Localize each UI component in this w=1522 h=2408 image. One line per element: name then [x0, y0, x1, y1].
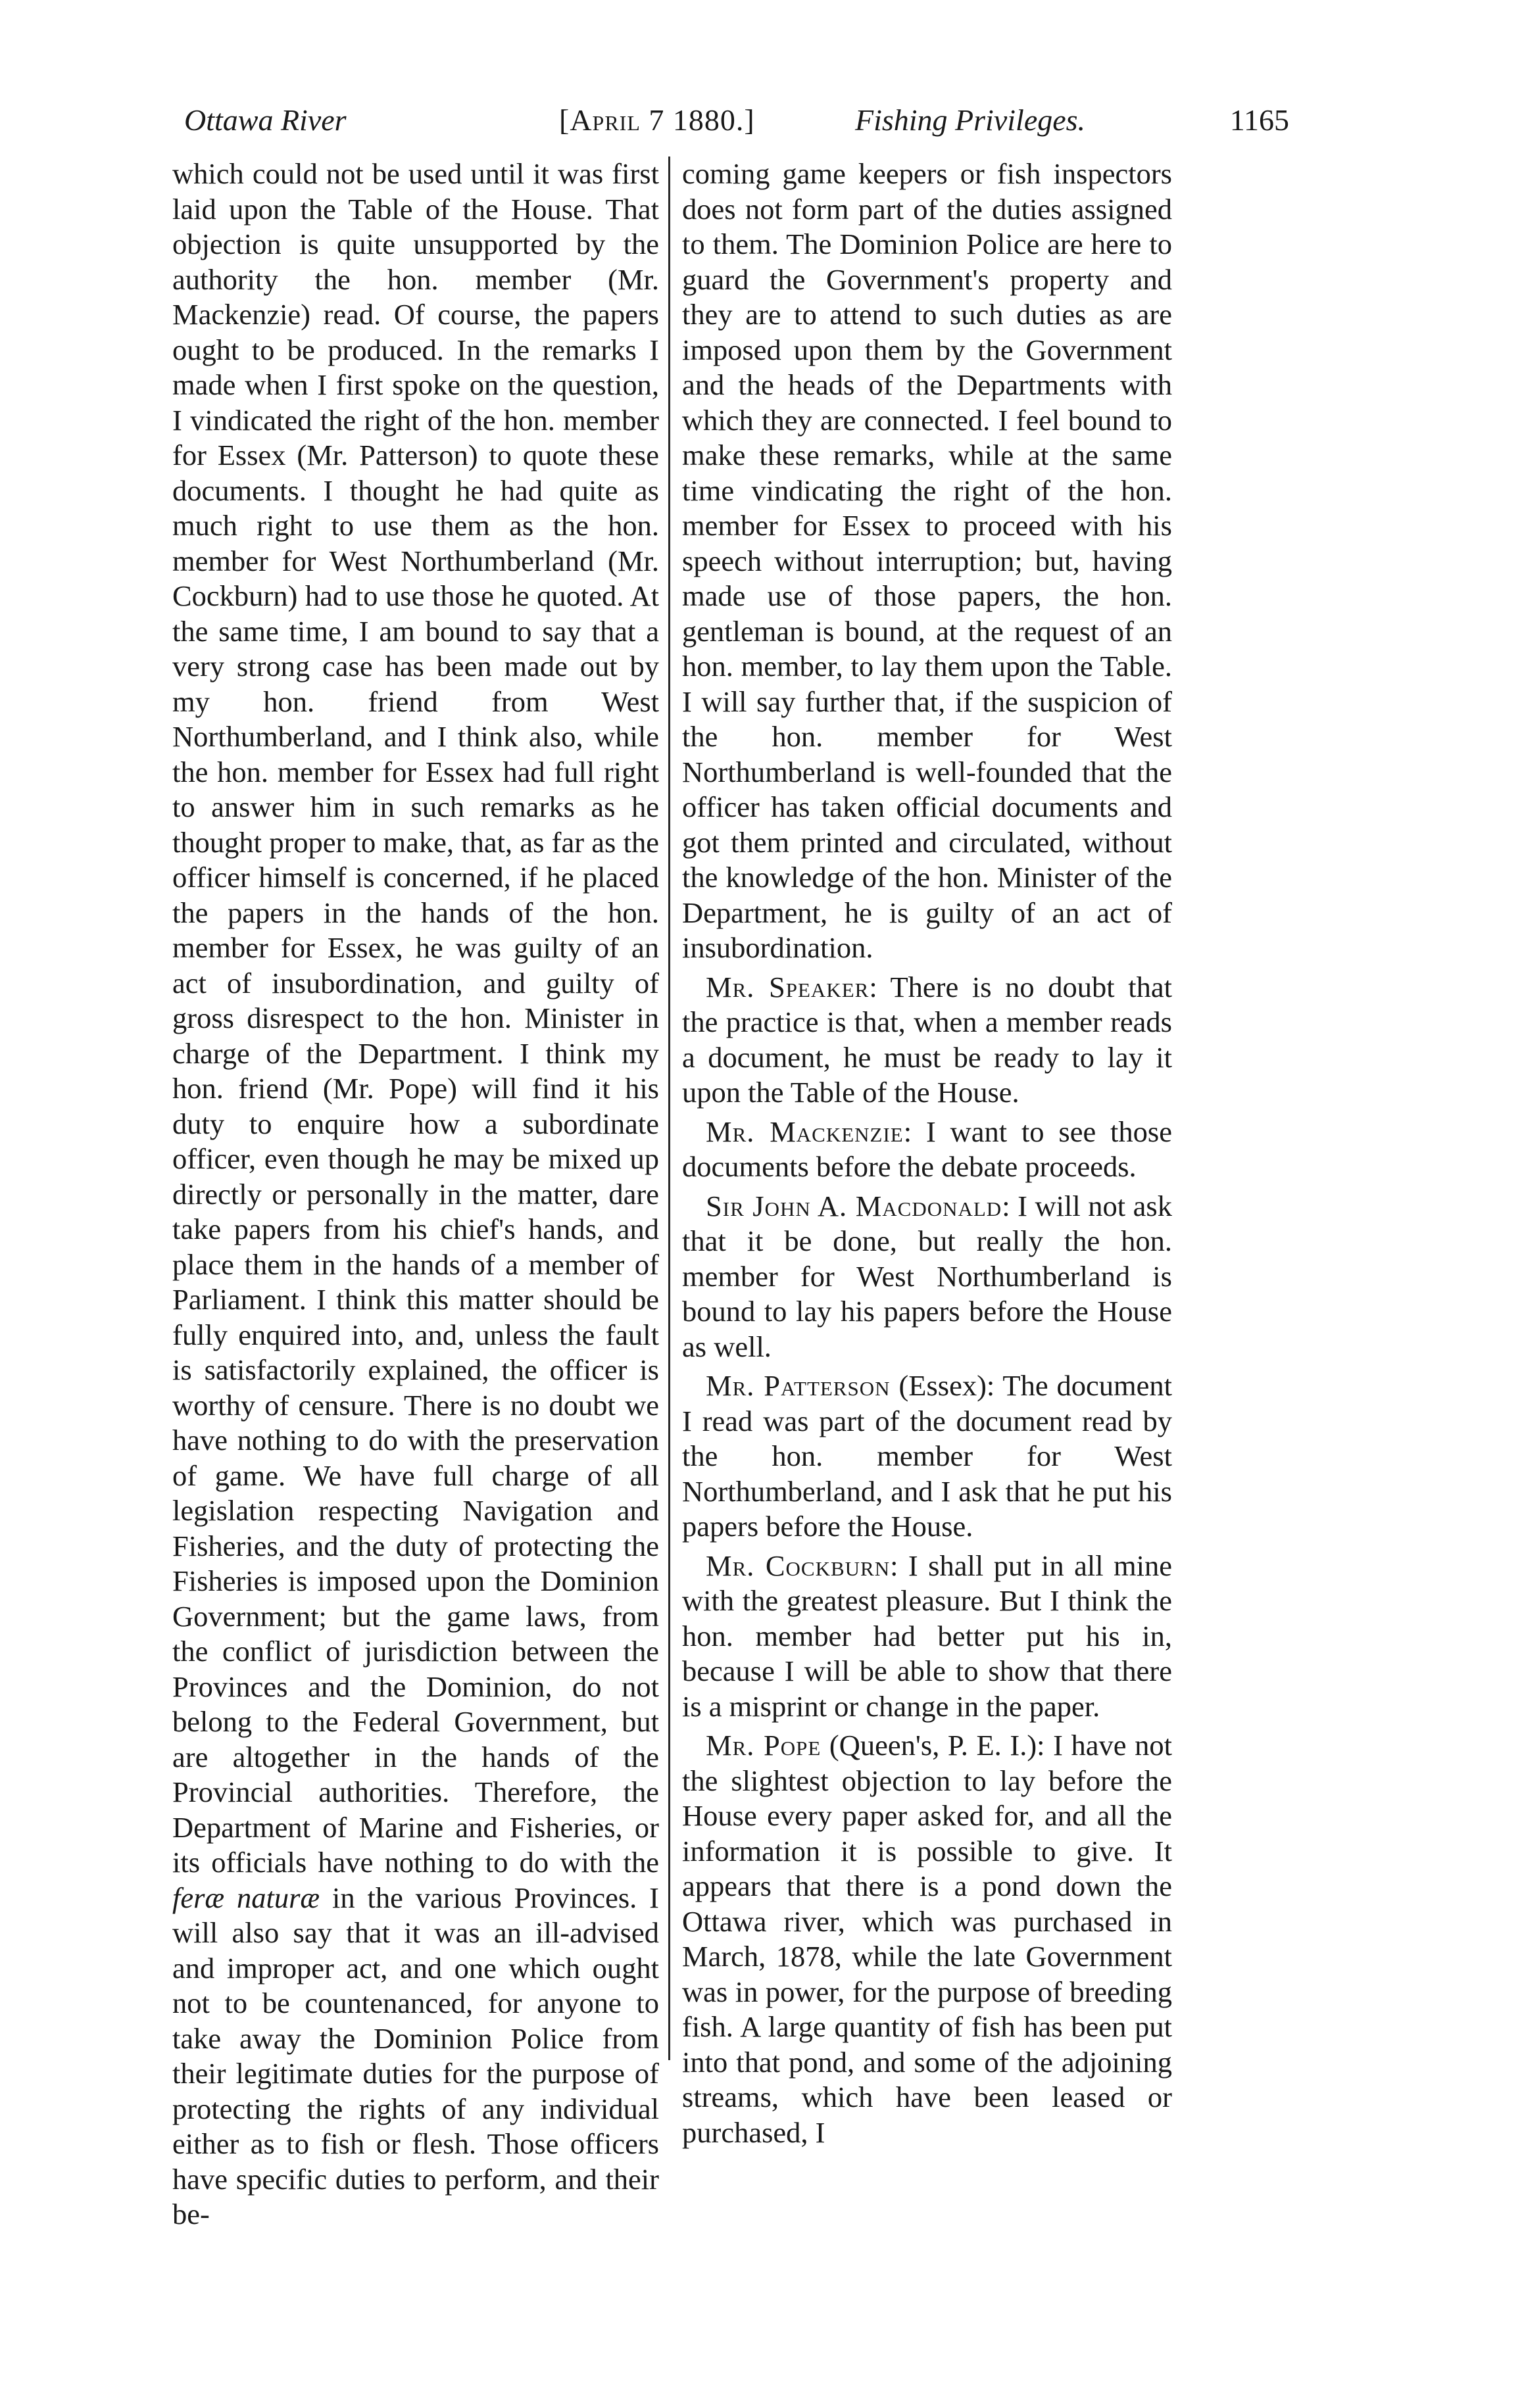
speech-text-speaker: : There is no doubt that the practice is that, when a member reads a document, he must be ready to lay it upon the Table of the House.	[682, 970, 1172, 1109]
speaker-name-patterson: Mr. Patterson	[706, 1369, 891, 1402]
speaker-name-mackenzie: Mr. Mackenzie	[706, 1115, 904, 1148]
column-divider	[668, 157, 670, 2060]
running-head	[178, 97, 1289, 143]
speaker-name-cockburn: Mr. Cockburn	[706, 1549, 891, 1582]
speech-pope	[682, 1728, 1172, 2150]
speaker-name-pope: Mr. Pope	[706, 1729, 822, 1762]
speech-cockburn	[682, 1549, 1172, 1725]
left-paragraph-end: in the various Provinces. I will also say that it was an ill-advised and improper act, and one which ought not to be countenanced, for anyone to take away the Dominion Police from their legitimate duties for the purpose of protecting the rights of any individual either as to fish or flesh. Those officers have specific duties to perform, and their be-	[172, 1881, 659, 2230]
running-head-date: [April 7 1880.]	[559, 103, 755, 137]
left-paragraph	[172, 157, 659, 2232]
speech-text-cockburn: : I shall put in all mine with the greatest pleasure. But I think the hon. member had better put his in, because I will be able to show that there is a misprint or change in the paper.	[682, 1549, 1172, 1723]
left-column	[172, 157, 659, 2232]
speaker-name-macdonald: Sir John A. Macdonald	[706, 1189, 1002, 1222]
page-number: 1165	[1229, 103, 1289, 137]
running-head-left: Ottawa River	[184, 103, 347, 137]
left-paragraph-text: which could not be used until it was first laid upon the Table of the House. That objection is quite unsupported by the authority the hon. member (Mr. Mackenzie) read. Of course, the papers ought to be produced. In the remarks I made when I first spoke on the question, I vindicated the right of the hon. member for Essex (Mr. Patterson) to quote these documents. I thought he had quite as much right to use them as the hon. member for West Northumberland (Mr. Cockburn) had to use those he quoted. At the same time, I am bound to say that a very strong case has been made out by my hon. friend from West Northumberland, and I think also, while the hon. member for Essex had full right to answer him in such remarks as he thought proper to make, that, as far as the officer himself is concerned, if he placed the papers in the hands of the hon. member for Essex, he was guilty of an act of insubordination, and guilty of gross disrespect to the hon. Minister in charge of the Department. I think my hon. friend (Mr. Pope) will find it his duty to enquire how a subordinate officer, even though he may be mixed up directly or personally in the matter, dare take papers from his chief's hands, and place them in the hands of a member of Parliament. I think this matter should be fully enquired into, and, unless the fault is satisfactorily explained, the officer is worthy of censure. There is no doubt we have nothing to do with the preservation of game. We have full charge of all legislation respecting Navigation and Fisheries, and the duty of protecting the Fisheries is imposed upon the Dominion Government; but the game laws, from the conflict of jurisdiction between the Provinces and the Dominion, do not belong to the Federal Government, but are altogether in the hands of the Provincial authorities. Therefore, the Department of Marine and Fisheries, or its officials have nothing to do with the	[172, 157, 659, 1879]
speech-text-macdonald: : I will not ask that it be done, but really the hon. member for West Northumberland is bound to lay his papers before the House as well.	[682, 1189, 1173, 1363]
speech-speaker	[682, 970, 1172, 1111]
right-column	[682, 157, 1172, 2150]
speech-text-mackenzie: : I want to see those documents before the debate proceeds.	[682, 1115, 1172, 1183]
latin-phrase: feræ naturæ	[172, 1881, 320, 1914]
speaker-name-speaker: Mr. Speaker	[706, 970, 870, 1003]
running-head-right: Fishing Privileges.	[855, 103, 1086, 137]
speech-patterson	[682, 1368, 1172, 1545]
speech-mackenzie	[682, 1115, 1172, 1185]
right-paragraph-continued: coming game keepers or fish inspectors does not form part of the duties assigned to them. The Dominion Police are here to guard the Government's property and they are to attend to such duties as are imposed upon them by the Government and the heads of the Departments with which they are connected. I feel bound to make these remarks, while at the same time vindicating the right of the hon. member for Essex to proceed with his speech without interruption; but, having made use of those papers, the hon. gentleman is bound, at the request of an hon. member, to lay them upon the Table. I will say further that, if the suspicion of the hon. member for West Northumberland is well-founded that the officer has taken official documents and got them printed and circulated, without the knowledge of the hon. Minister of the Department, he is guilty of an act of insubordination.	[682, 157, 1172, 964]
speech-text-patterson: (Essex): The document I read was part of the document read by the hon. member for West Northumberland, and I ask that he put his papers before the House.	[682, 1369, 1172, 1543]
speech-macdonald	[682, 1189, 1172, 1365]
speech-text-pope: (Queen's, P. E. I.): I have not the slightest objection to lay before the House every paper asked for, and all the information it is possible to give. It appears that there is a pond down the Ottawa river, which was purchased in March, 1878, while the late Government was in power, for the purpose of breeding fish. A large quantity of fish has been put into that pond, and some of the adjoining streams, which have been leased or purchased, I	[682, 1729, 1172, 2149]
